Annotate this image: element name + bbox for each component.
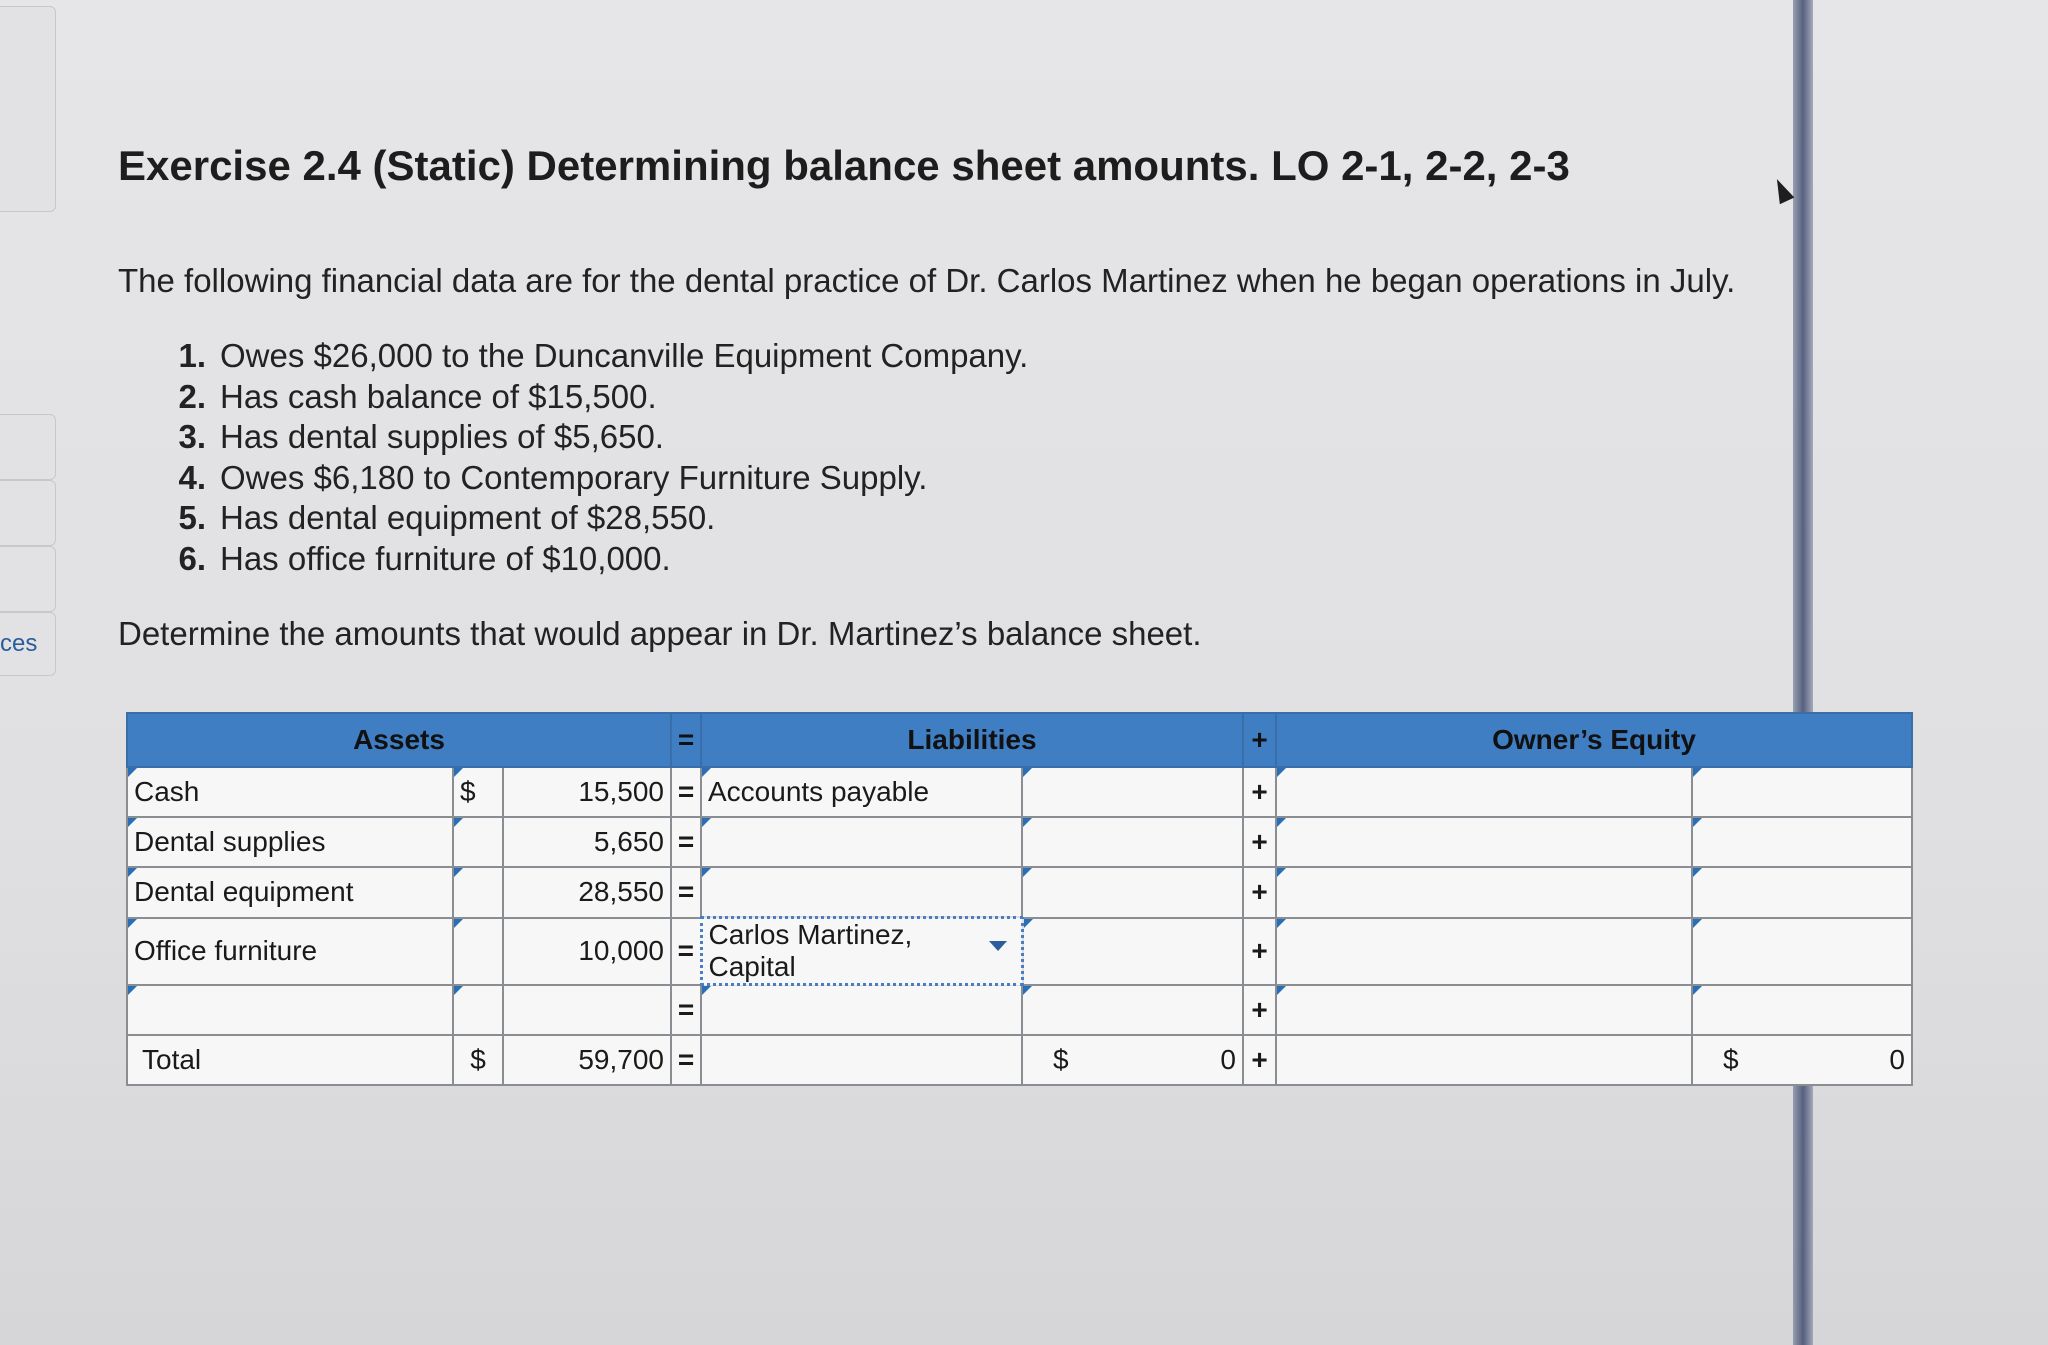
liability-amount-input[interactable] <box>1022 817 1243 867</box>
list-item: 2. Has cash balance of $15,500. <box>178 377 657 415</box>
equity-amount-input[interactable] <box>1692 867 1912 918</box>
asset-label-input[interactable] <box>127 985 453 1036</box>
asset-total-currency: $ <box>453 1035 503 1085</box>
list-item: 1. Owes $26,000 to the Duncanville Equipment Company. <box>178 337 1029 374</box>
asset-amount-input[interactable]: 15,500 <box>503 767 671 817</box>
rail-card[interactable] <box>0 6 56 212</box>
rail-card[interactable] <box>0 480 56 546</box>
liability-label-input[interactable] <box>701 817 1022 867</box>
liability-label-input[interactable] <box>701 985 1022 1036</box>
liability-label-input[interactable]: Accounts payable <box>701 767 1022 817</box>
facts-list <box>150 336 1028 579</box>
plus-sign: + <box>1243 867 1276 918</box>
equity-total-currency: $ <box>1723 1044 1739 1075</box>
liability-total-cell <box>1022 1035 1243 1085</box>
asset-currency <box>453 817 503 867</box>
asset-amount-input[interactable] <box>503 985 671 1036</box>
chevron-down-icon[interactable] <box>989 941 1007 951</box>
rail-label[interactable]: ces <box>0 630 38 657</box>
asset-label-input[interactable]: Dental equipment <box>127 867 453 918</box>
equals-sign: = <box>671 767 701 817</box>
liability-label-input[interactable] <box>701 867 1022 918</box>
plus-sign: + <box>1243 918 1276 985</box>
equals-sign: = <box>671 867 701 918</box>
asset-total-value: 59,700 <box>503 1035 671 1085</box>
liability-total-currency: $ <box>1053 1044 1069 1075</box>
table-row <box>127 918 1912 985</box>
rail-card[interactable] <box>0 546 56 612</box>
total-label: Total <box>127 1035 453 1085</box>
asset-currency: $ <box>453 767 503 817</box>
equals-sign: = <box>671 713 701 767</box>
list-item: 6. Has office furniture of $10,000. <box>178 539 671 577</box>
asset-currency <box>453 985 503 1036</box>
instruction-text: Determine the amounts that would appear in Dr. Martinez’s balance sheet. <box>118 615 1202 652</box>
dropdown-selected-value: Carlos Martinez, Capital <box>708 919 913 982</box>
table-row <box>127 767 1912 817</box>
list-item: 5. Has dental equipment of $28,550. <box>178 499 716 536</box>
asset-amount-input[interactable]: 5,650 <box>503 817 671 867</box>
exercise-title: Exercise 2.4 (Static) Determining balance sheet amounts. LO 2-1, 2-2, 2-3 <box>118 142 1570 189</box>
equity-total-blank <box>1276 1035 1692 1085</box>
equals-sign: = <box>671 817 701 867</box>
equals-sign: = <box>671 1035 701 1085</box>
mouse-cursor-icon <box>1770 176 1795 205</box>
equity-total-value: 0 <box>1889 1044 1905 1075</box>
equity-label-input[interactable] <box>1276 867 1692 918</box>
asset-label-input[interactable]: Office furniture <box>127 918 453 985</box>
plus-sign: + <box>1243 767 1276 817</box>
equity-label-input[interactable] <box>1276 985 1692 1036</box>
intro-text: The following financial data are for the dental practice of Dr. Carlos Martinez when he began operations in July. <box>118 262 1736 299</box>
equity-amount-input[interactable] <box>1692 918 1912 985</box>
left-rail <box>0 0 58 1345</box>
asset-amount-input[interactable]: 10,000 <box>503 918 671 985</box>
liability-total-blank <box>701 1035 1022 1085</box>
equity-amount-input[interactable] <box>1692 767 1912 817</box>
plus-sign: + <box>1243 817 1276 867</box>
equity-label-input[interactable] <box>1276 817 1692 867</box>
screen-edge <box>1793 0 1813 1345</box>
equity-total-cell <box>1692 1035 1912 1085</box>
equity-amount-input[interactable] <box>1692 985 1912 1036</box>
balance-sheet-table <box>126 712 1913 1086</box>
equity-amount-input[interactable] <box>1692 817 1912 867</box>
list-item: 3. Has dental supplies of $5,650. <box>178 418 664 455</box>
asset-currency <box>453 867 503 918</box>
liability-amount-input[interactable] <box>1022 867 1243 918</box>
liability-account-dropdown[interactable] <box>701 918 1022 985</box>
plus-sign: + <box>1243 713 1276 767</box>
equals-sign: = <box>671 918 701 985</box>
plus-sign: + <box>1243 1035 1276 1085</box>
total-row <box>127 1035 1912 1085</box>
asset-amount-input[interactable]: 28,550 <box>503 867 671 918</box>
assets-header: Assets <box>127 713 671 767</box>
liability-amount-input[interactable] <box>1022 985 1243 1036</box>
table-row <box>127 985 1912 1036</box>
plus-sign: + <box>1243 985 1276 1036</box>
liability-amount-input[interactable] <box>1022 918 1243 985</box>
asset-label-input[interactable]: Dental supplies <box>127 817 453 867</box>
equity-label-input[interactable] <box>1276 767 1692 817</box>
asset-currency <box>453 918 503 985</box>
table-row <box>127 817 1912 867</box>
rail-card[interactable] <box>0 414 56 480</box>
equals-sign: = <box>671 985 701 1036</box>
liability-total-value: 0 <box>1220 1044 1236 1075</box>
liabilities-header: Liabilities <box>701 713 1243 767</box>
list-item: 4. Owes $6,180 to Contemporary Furniture Supply. <box>178 458 928 496</box>
header-row <box>127 713 1912 767</box>
equity-label-input[interactable] <box>1276 918 1692 985</box>
liability-amount-input[interactable] <box>1022 767 1243 817</box>
equity-header: Owner’s Equity <box>1276 713 1912 767</box>
table-row <box>127 867 1912 918</box>
asset-label-input[interactable]: Cash <box>127 767 453 817</box>
